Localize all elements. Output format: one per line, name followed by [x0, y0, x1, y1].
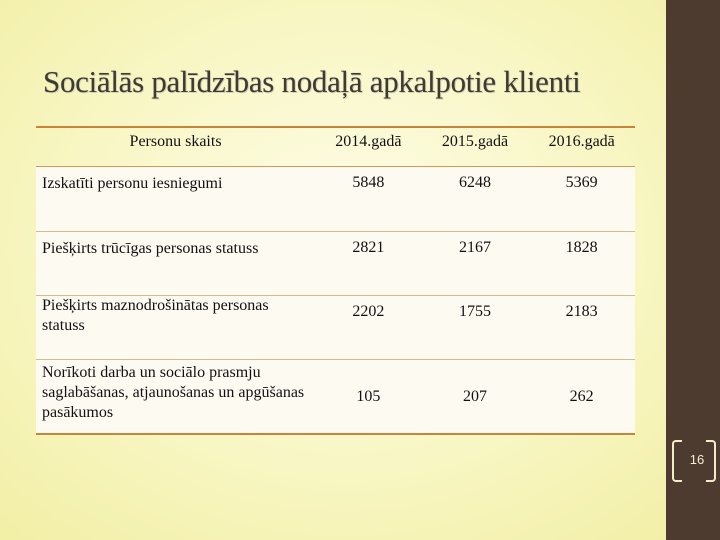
header-person-count: Personu skaits — [36, 127, 315, 167]
left-bracket-icon — [672, 440, 682, 482]
right-bracket-icon — [706, 440, 716, 482]
row-label: Piešķirts maznodrošinātas personas statuss — [36, 296, 315, 360]
page-number: 16 — [689, 452, 705, 467]
clients-table — [36, 126, 635, 435]
cell-value: 5848 — [352, 174, 385, 191]
cell-value: 2183 — [528, 296, 635, 360]
table-row — [36, 360, 635, 435]
cell-value: 2202 — [315, 296, 422, 360]
cell-value: 1828 — [528, 232, 635, 296]
cell-value: 105 — [315, 360, 422, 435]
header-year-2015: 2015.gadā — [422, 127, 529, 167]
page-number-badge — [678, 440, 716, 480]
slide-title: Sociālās palīdzības nodaļā apkalpotie klienti — [43, 64, 581, 99]
row-label: Piešķirts trūcīgas personas statuss — [36, 232, 315, 296]
cell-value: 1755 — [422, 296, 529, 360]
table-row — [36, 167, 635, 232]
table-row — [36, 296, 635, 360]
cell-value: 6248 — [459, 174, 492, 191]
row-label: Norīkoti darba un sociālo prasmju saglabāšanas, atjaunošanas un apgūšanas pasākumos — [36, 360, 315, 435]
row-label: Izskatīti personu iesniegumi — [42, 175, 223, 192]
cell-value: 2167 — [422, 232, 529, 296]
header-year-2014: 2014.gadā — [315, 127, 422, 167]
cell-value: 2821 — [315, 232, 422, 296]
cell-value: 262 — [528, 360, 635, 435]
cell-value: 207 — [422, 360, 529, 435]
table-header-row — [36, 127, 635, 167]
cell-value: 5369 — [565, 174, 598, 191]
table-row — [36, 232, 635, 296]
header-year-2016: 2016.gadā — [528, 127, 635, 167]
